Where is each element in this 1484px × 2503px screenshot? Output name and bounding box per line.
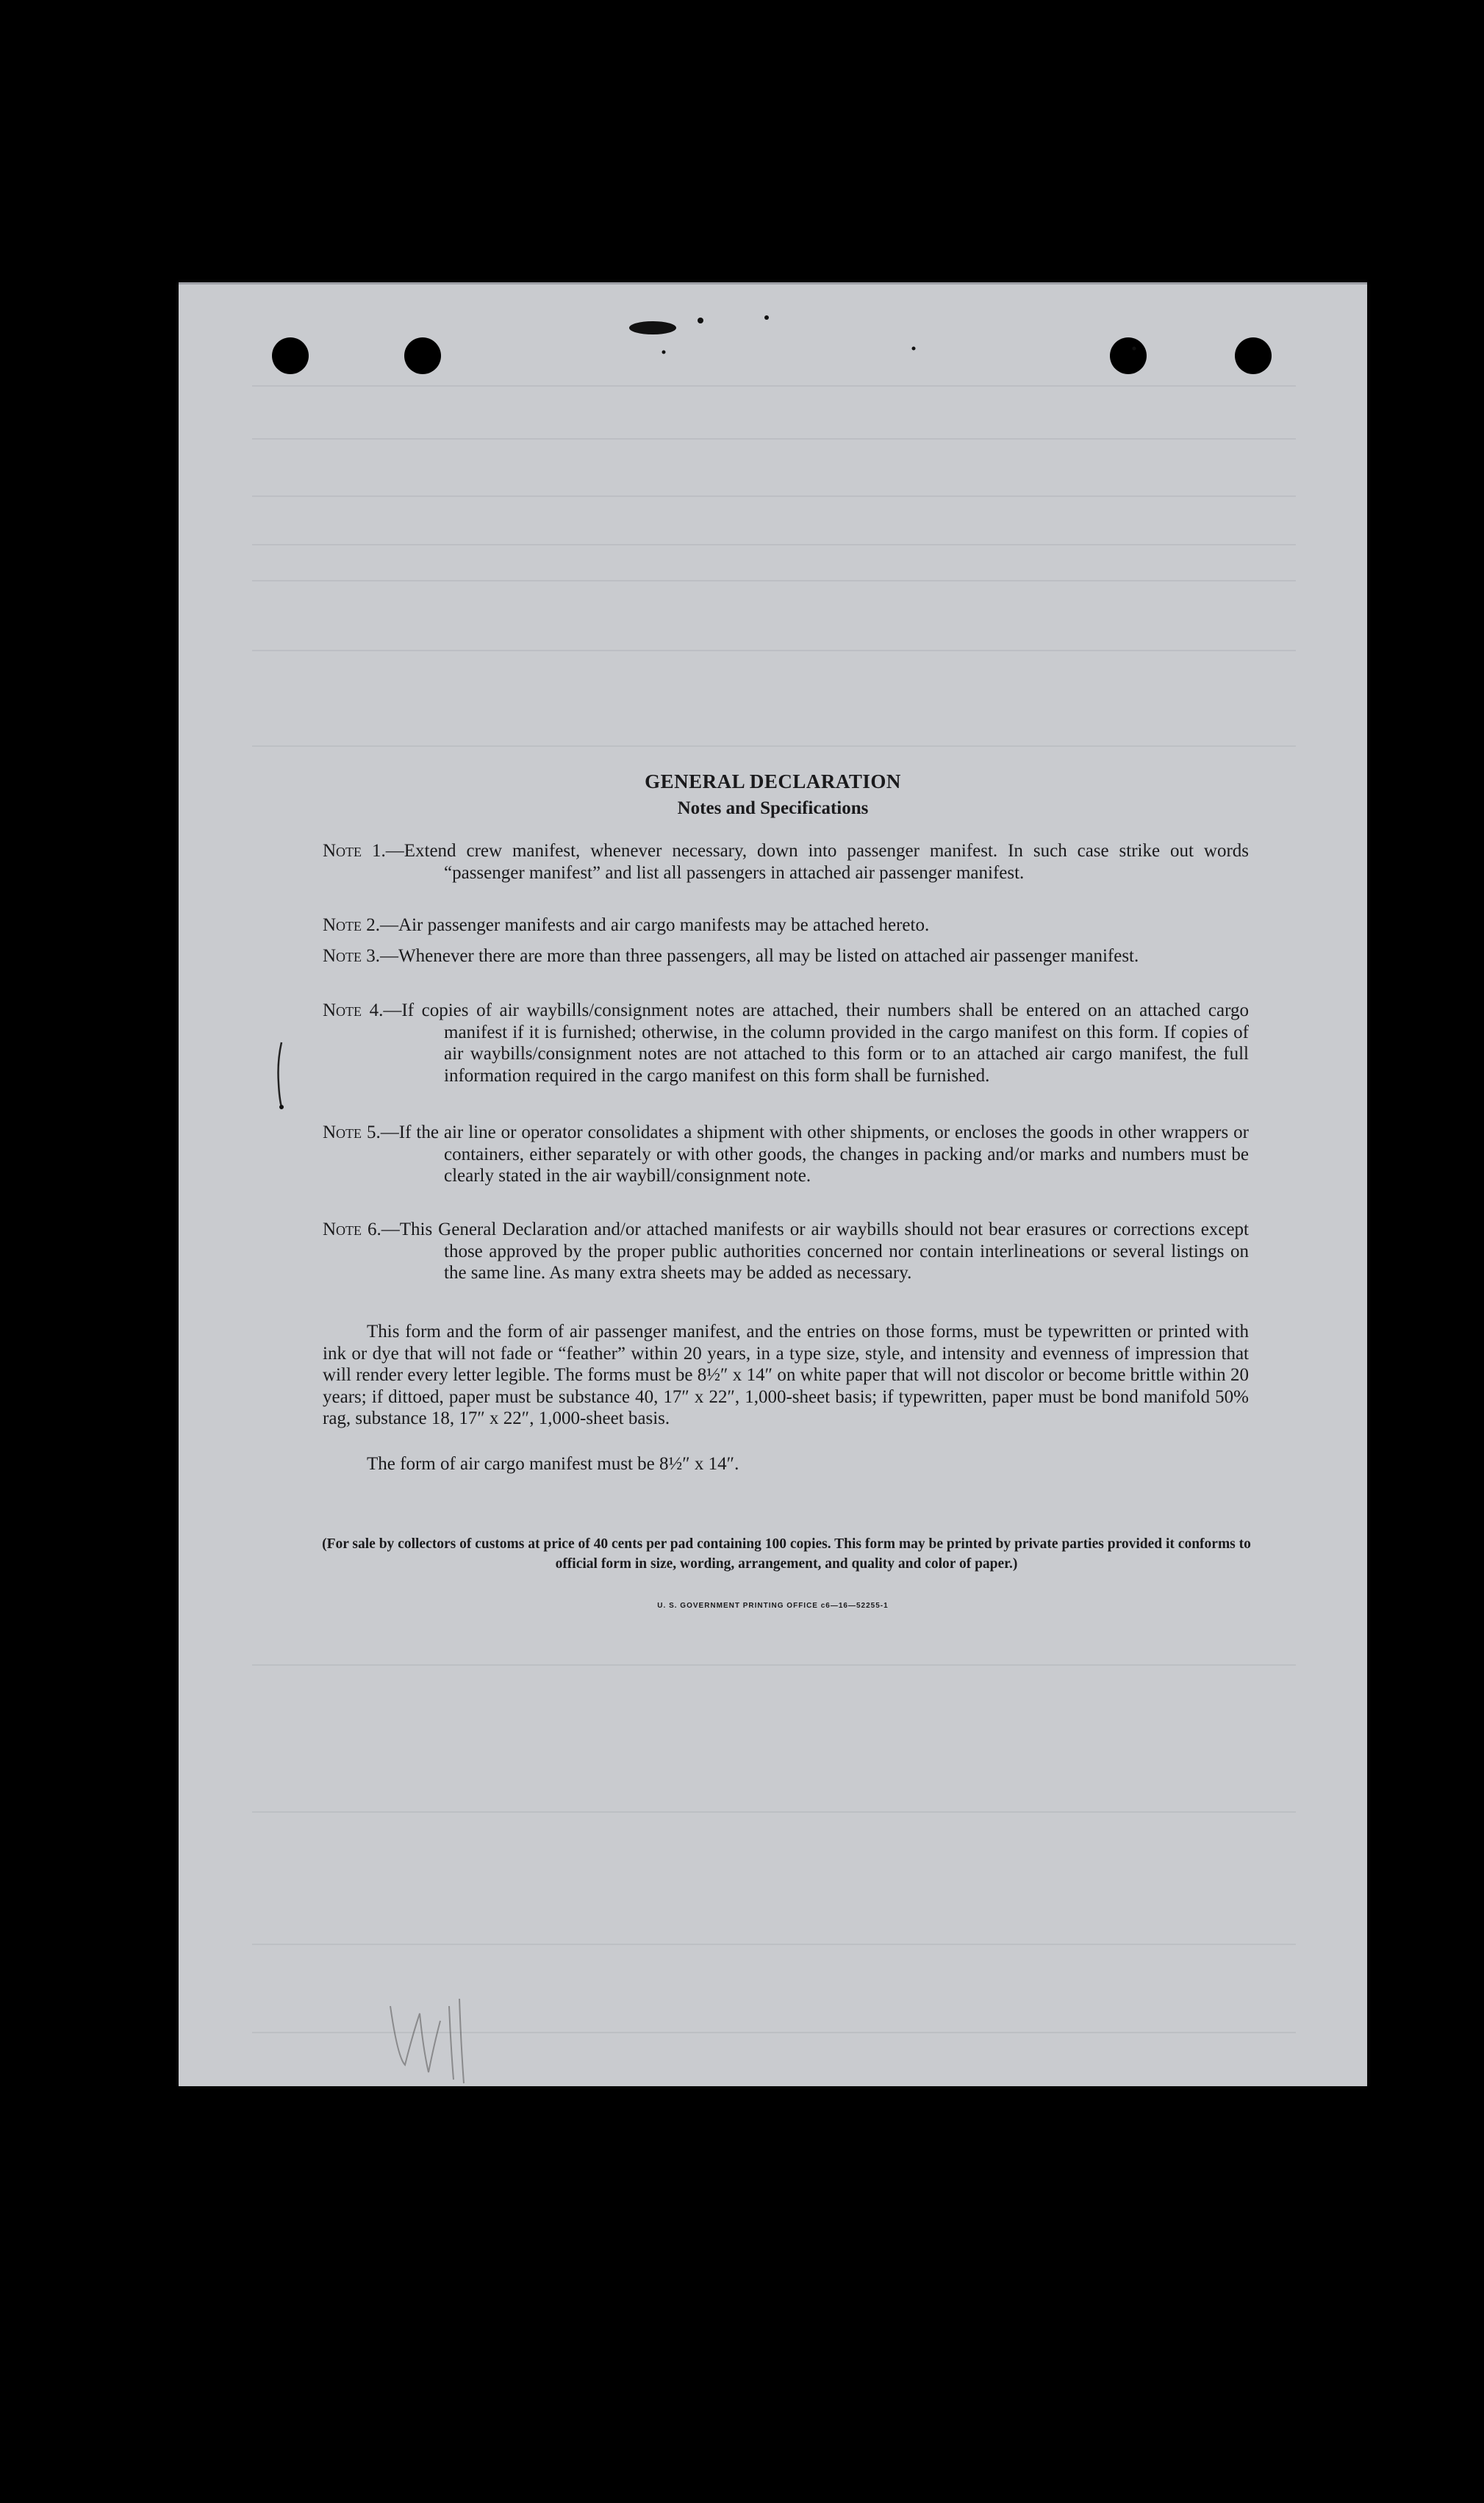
document-page: [179, 282, 1367, 2086]
page-title: GENERAL DECLARATION: [645, 770, 901, 792]
sale-notice: (For sale by collectors of customs at price of 40 cents per pad containing 100 copies. This form may be printed by private parties provided it conforms to official form in size, wording, arrangement, and quality and color of paper.): [322, 1536, 1251, 1572]
note-5: [323, 1122, 1249, 1187]
note-2: [323, 914, 1249, 937]
note-text: —Extend crew manifest, whenever necessary, down into passenger manifest. In such case strike out words “passenger manifest” and list all passengers in attached air passenger manifest.: [385, 841, 1250, 883]
page-subtitle: Notes and Specifications: [677, 798, 869, 818]
note-label: Note 2.: [323, 915, 381, 935]
note-label: Note 4.: [323, 1000, 384, 1020]
note-1: [323, 840, 1249, 884]
note-label: Note 5.: [323, 1122, 381, 1142]
note-text: —Whenever there are more than three passengers, all may be listed on attached air passenger manifest.: [380, 946, 1139, 966]
note-3: [323, 945, 1249, 967]
note-label: Note 1.: [323, 841, 386, 861]
note-text: —If copies of air waybills/consignment notes are attached, their numbers shall be entered on an attached cargo manifest if it is furnished; otherwise, in the column provided in the cargo manifest on this form. If copies of air waybills/consignment notes are not attached to this form or to an attached air cargo manifest, the full information required in the cargo manifest on this form shall be furnished.: [383, 1000, 1249, 1086]
note-label: Note 6.: [323, 1220, 381, 1239]
printing-office-imprint: U. S. GOVERNMENT PRINTING OFFICE c6—16—52255-1: [657, 1602, 889, 1610]
note-label: Note 3.: [323, 946, 381, 966]
note-text: —Air passenger manifests and air cargo manifests may be attached hereto.: [380, 915, 930, 935]
note-4: [323, 1000, 1249, 1086]
cargo-manifest-size: The form of air cargo manifest must be 8½″ x 14″.: [367, 1454, 739, 1474]
handwritten-mark: [383, 1991, 471, 2087]
note-text: —This General Declaration and/or attached manifests or air waybills should not bear erasures or corrections except those approved by the proper public authorities concerned nor contain interlineations or several listings on the same line. As many extra sheets may be added as necessary.: [381, 1220, 1249, 1283]
margin-mark: [274, 1039, 284, 1110]
form-specification-paragraph: This form and the form of air passenger manifest, and the entries on those forms, must be typewritten or printed with ink or dye that will not fade or “feather” within 20 years, in a type size, style, and intensity and evenness of impression that will render every letter legible. The forms must be 8½″ x 14″ on white paper that will not discolor or become brittle within 20 years; if dittoed, paper must be substance 40, 17″ x 22″, 1,000-sheet basis; if typewritten, paper must be bond manifold 50% rag, substance 18, 17″ x 22″, 1,000-sheet basis.: [323, 1322, 1249, 1428]
note-text: —If the air line or operator consolidates a shipment with other shipments, or encloses the goods in other wrappers or containers, either separately or with other goods, the changes in packing and/or marks and numbers must be clearly stated in the air waybill/consignment note.: [380, 1122, 1250, 1186]
note-6: [323, 1219, 1249, 1284]
